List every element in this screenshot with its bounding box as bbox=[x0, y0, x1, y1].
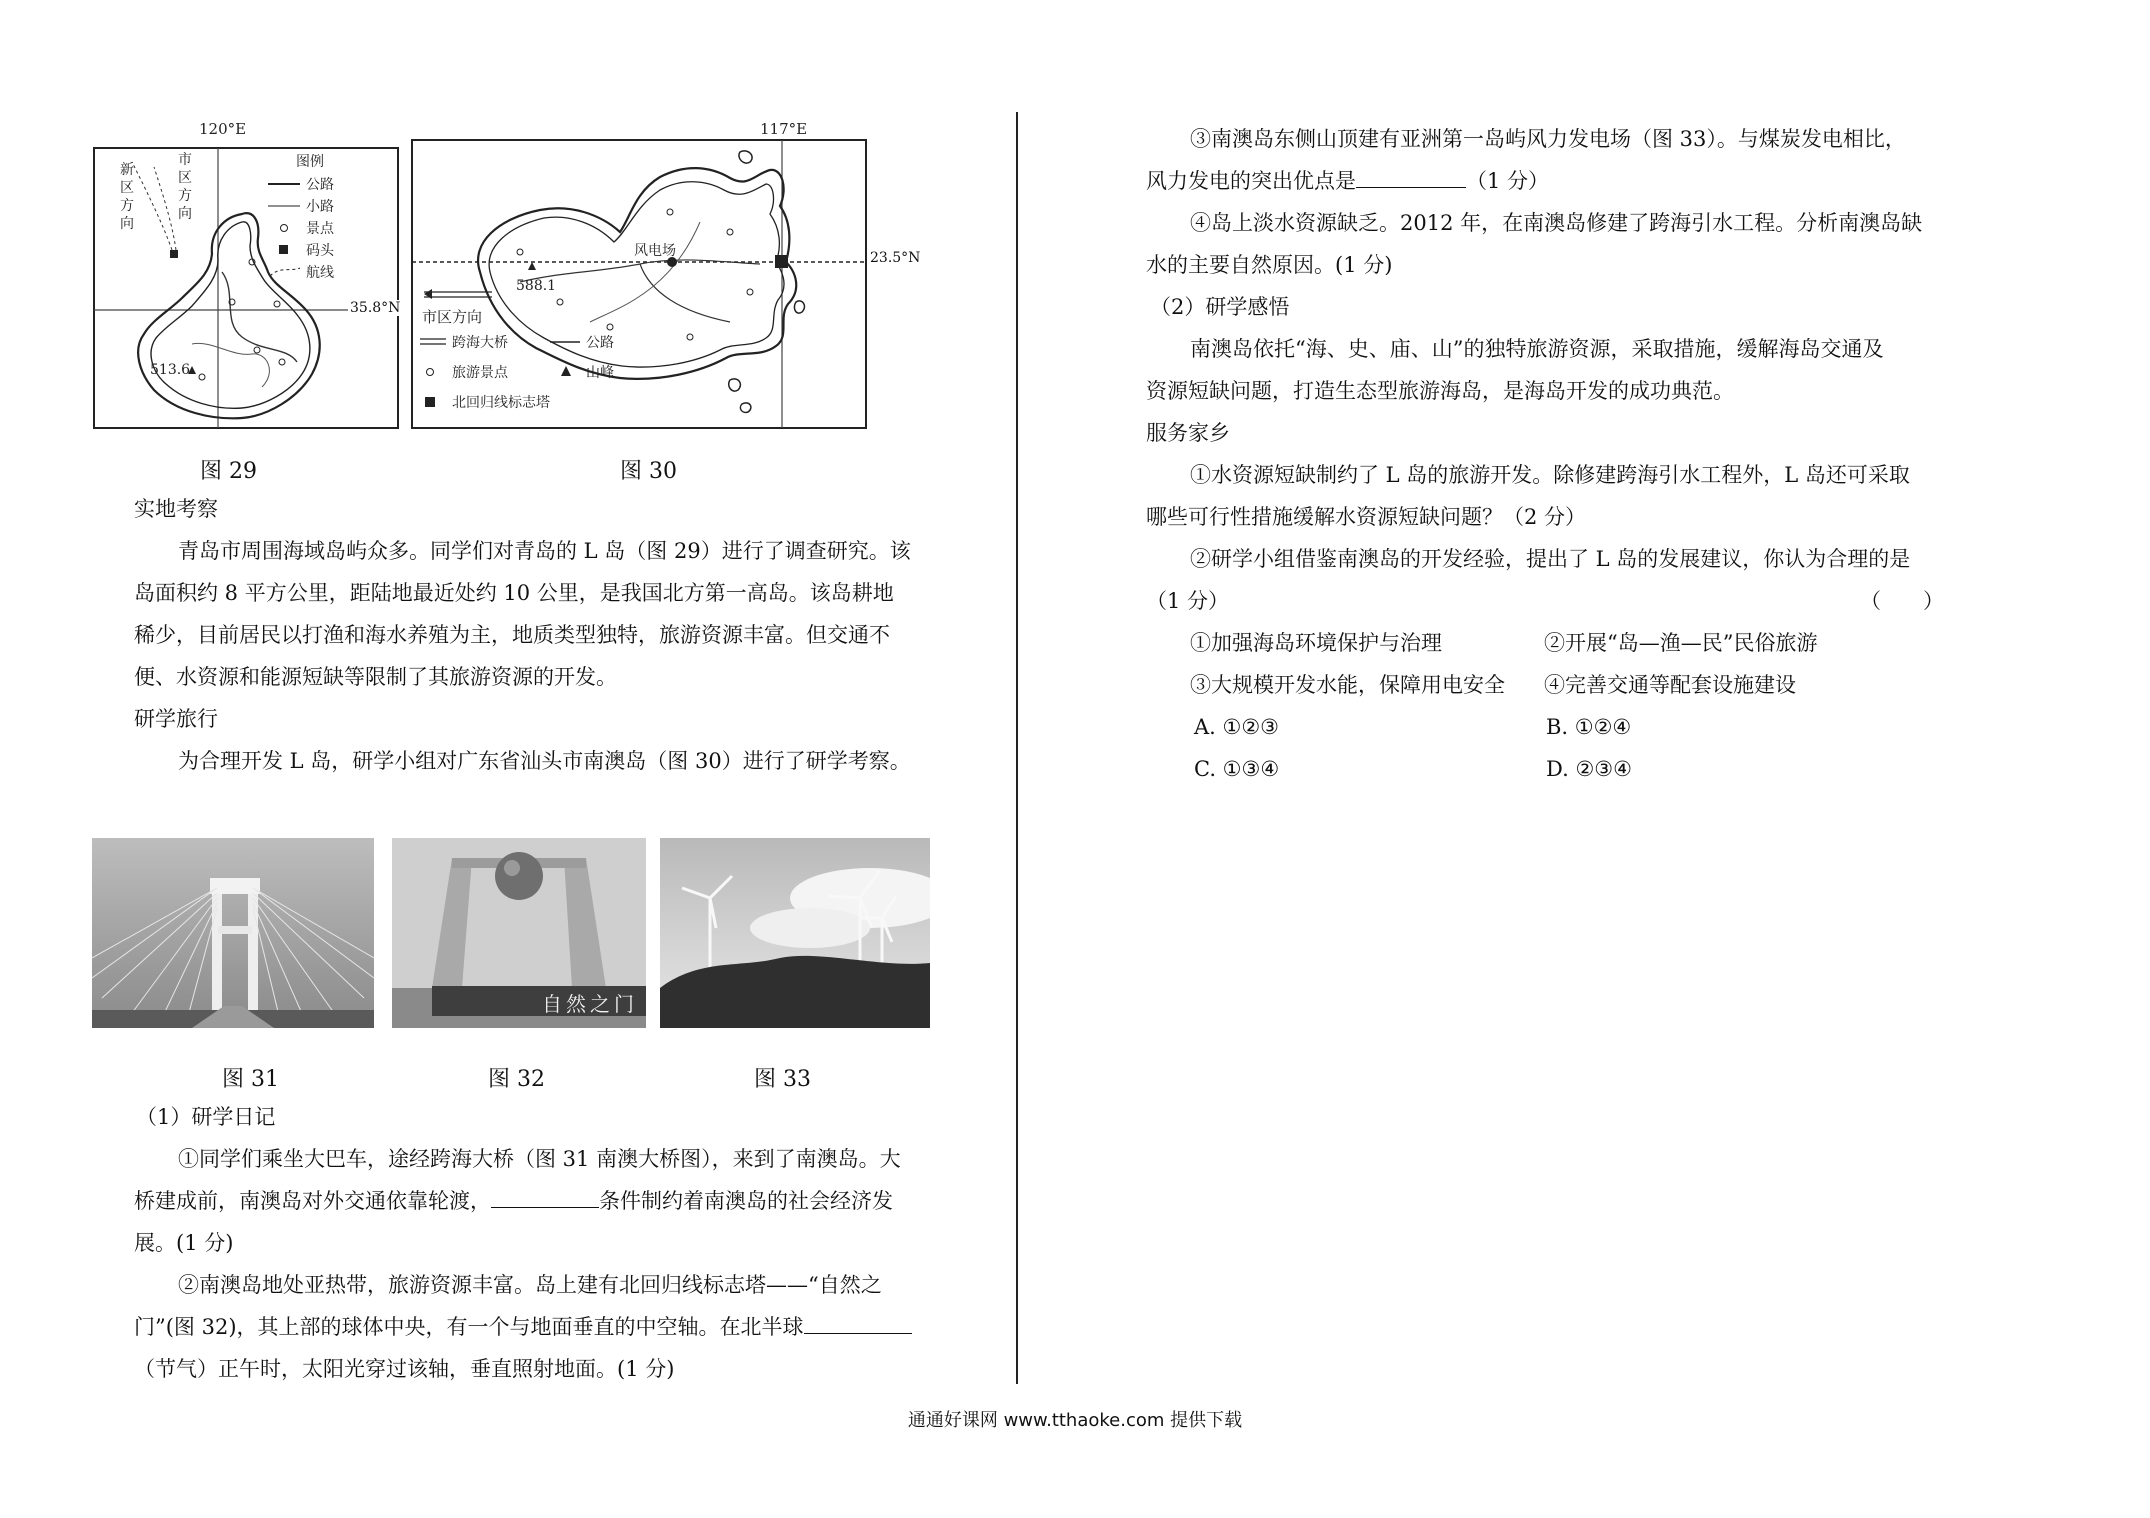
caption-fig33: 图 33 bbox=[754, 1067, 811, 1092]
fig29-lat-label: 35.8°N bbox=[350, 300, 401, 316]
svg-text:向: 向 bbox=[120, 216, 134, 232]
option-1: ①加强海岛环境保护与治理 bbox=[1190, 631, 1442, 655]
photo-32-gate-of-nature bbox=[392, 838, 646, 1028]
section-title-study-trip: 研学旅行 bbox=[134, 707, 218, 731]
q4-line1: ④岛上淡水资源缺乏。2012 年，在南澳岛修建了跨海引水工程。分析南澳岛缺 bbox=[1190, 211, 1923, 235]
q3-line1: ③南澳岛东侧山顶建有亚洲第一岛屿风力发电场（图 33）。与煤炭发电相比， bbox=[1190, 127, 1906, 151]
q6-line2: （1 分） bbox=[1146, 589, 1230, 613]
q5-line1: ①水资源短缺制约了 L 岛的旅游开发。除修建跨海引水工程外，L 岛还可采取 bbox=[1190, 463, 1910, 487]
svg-text:小路: 小路 bbox=[306, 199, 334, 215]
q6-line1: ②研学小组借鉴南澳岛的开发经验，提出了 L 岛的发展建议，你认为合理的是 bbox=[1190, 547, 1911, 571]
subsection-study-reflection: （2）研学感悟 bbox=[1150, 295, 1290, 319]
para-reflection-1: 南澳岛依托“海、史、庙、山”的独特旅游资源，采取措施，缓解海岛交通及 bbox=[1190, 337, 1884, 361]
wind-farm-label: 风电场 bbox=[634, 243, 676, 259]
caption-fig31: 图 31 bbox=[222, 1067, 279, 1092]
fig30-lon-label: 117°E bbox=[760, 122, 808, 138]
choice-a[interactable]: A. ①②③ bbox=[1194, 715, 1279, 739]
q1-answer-blank[interactable] bbox=[491, 1189, 599, 1208]
svg-text:码头: 码头 bbox=[306, 243, 334, 259]
option-3: ③大规模开发水能，保障用电安全 bbox=[1190, 673, 1505, 697]
photo-31-bridge bbox=[92, 838, 374, 1028]
option-2: ②开展“岛—渔—民”民俗旅游 bbox=[1544, 631, 1818, 655]
svg-text:山峰: 山峰 bbox=[586, 365, 614, 381]
fig29-lon-label: 120°E bbox=[199, 122, 247, 138]
q3-line2-a: 风力发电的突出优点是 bbox=[1146, 169, 1356, 193]
fig30-peak-label: 588.1 bbox=[516, 278, 557, 294]
svg-text:方: 方 bbox=[120, 198, 134, 214]
column-divider bbox=[1016, 112, 1018, 1384]
gate-sign-text: 自然之门 bbox=[542, 992, 638, 1016]
footer-source: 通通好课网 www.tthaoke.com 提供下载 bbox=[907, 1410, 1243, 1431]
section-title-field-survey: 实地考察 bbox=[134, 497, 218, 521]
section-title-serve-hometown: 服务家乡 bbox=[1146, 421, 1230, 445]
para-l-island-2: 岛面积约 8 平方公里，距陆地最近处约 10 公里，是我国北方第一高岛。该岛耕地 bbox=[134, 581, 894, 605]
caption-fig30: 图 30 bbox=[620, 459, 677, 484]
q2-line1: ②南澳岛地处亚热带，旅游资源丰富。岛上建有北回归线标志塔——“自然之 bbox=[178, 1273, 882, 1297]
choice-d[interactable]: D. ②③④ bbox=[1546, 757, 1632, 781]
q1-line2-a: 桥建成前，南澳岛对外交通依靠轮渡， bbox=[134, 1189, 491, 1213]
svg-text:区: 区 bbox=[120, 180, 134, 196]
para-reflection-2: 资源短缺问题，打造生态型旅游海岛，是海岛开发的成功典范。 bbox=[1146, 379, 1734, 403]
q2-answer-blank[interactable] bbox=[804, 1315, 912, 1334]
svg-text:图例: 图例 bbox=[296, 154, 324, 170]
caption-fig29: 图 29 bbox=[200, 459, 257, 484]
photo-33-wind-farm bbox=[660, 838, 930, 1028]
q6-answer-paren[interactable]: （ ） bbox=[1860, 589, 1944, 613]
l-island-map bbox=[92, 122, 412, 430]
q2-line2-text: 门”(图 32)，其上部的球体中央，有一个与地面垂直的中空轴。在北半球 bbox=[134, 1315, 804, 1339]
caption-fig32: 图 32 bbox=[488, 1067, 545, 1092]
choice-c[interactable]: C. ①③④ bbox=[1194, 757, 1280, 781]
q3-answer-blank[interactable] bbox=[1356, 169, 1466, 188]
svg-text:旅游景点: 旅游景点 bbox=[452, 365, 508, 381]
svg-text:方: 方 bbox=[178, 188, 192, 204]
svg-text:航线: 航线 bbox=[306, 265, 334, 281]
svg-text:跨海大桥: 跨海大桥 bbox=[452, 335, 508, 351]
city-direction-label: 市区方向 bbox=[422, 308, 483, 326]
svg-text:北回归线标志塔: 北回归线标志塔 bbox=[452, 395, 550, 411]
svg-text:景点: 景点 bbox=[306, 221, 334, 237]
q2-line3: （节气）正午时，太阳光穿过该轴，垂直照射地面。(1 分) bbox=[134, 1357, 675, 1381]
svg-text:公路: 公路 bbox=[586, 335, 614, 351]
figure-30 bbox=[410, 122, 950, 430]
q3-line2-b: （1 分） bbox=[1466, 169, 1550, 193]
svg-text:市: 市 bbox=[178, 152, 192, 168]
q3-line2 bbox=[1146, 160, 1549, 202]
q1-line3: 展。(1 分) bbox=[134, 1231, 234, 1255]
para-l-island-3: 稀少，目前居民以打渔和海水养殖为主，地质类型独特，旅游资源丰富。但交通不 bbox=[134, 623, 890, 647]
nanao-island-map bbox=[410, 122, 950, 430]
q1-line2 bbox=[134, 1180, 893, 1222]
q4-line2: 水的主要自然原因。(1 分) bbox=[1146, 253, 1393, 277]
fig30-lat-label: 23.5°N bbox=[870, 250, 921, 266]
figure-29 bbox=[92, 122, 412, 430]
subsection-study-diary: （1）研学日记 bbox=[136, 1105, 276, 1129]
choice-b[interactable]: B. ①②④ bbox=[1546, 715, 1632, 739]
para-l-island-4: 便、水资源和能源短缺等限制了其旅游资源的开发。 bbox=[134, 665, 617, 689]
q1-line2-b: 条件制约着南澳岛的社会经济发 bbox=[599, 1189, 893, 1213]
fig29-peak-label: 513.6 bbox=[150, 362, 191, 378]
para-l-island-1: 青岛市周围海域岛屿众多。同学们对青岛的 L 岛（图 29）进行了调查研究。该 bbox=[178, 539, 911, 563]
svg-text:向: 向 bbox=[178, 206, 192, 222]
para-study-trip: 为合理开发 L 岛，研学小组对广东省汕头市南澳岛（图 30）进行了研学考察。 bbox=[178, 749, 911, 773]
svg-text:新: 新 bbox=[120, 162, 134, 178]
option-4: ④完善交通等配套设施建设 bbox=[1544, 673, 1796, 697]
q1-line1: ①同学们乘坐大巴车，途经跨海大桥（图 31 南澳大桥图），来到了南澳岛。大 bbox=[178, 1147, 901, 1171]
svg-text:区: 区 bbox=[178, 170, 192, 186]
q5-line2: 哪些可行性措施缓解水资源短缺问题？（2 分） bbox=[1146, 505, 1587, 529]
q2-line2 bbox=[134, 1306, 912, 1348]
svg-text:公路: 公路 bbox=[306, 177, 334, 193]
